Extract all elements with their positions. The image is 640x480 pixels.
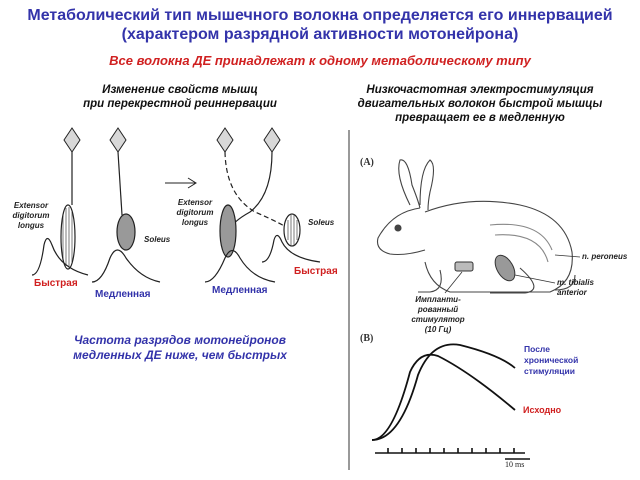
tibialis-label: [557, 278, 594, 298]
rabbit-drawing: [378, 160, 576, 293]
implanted-stimulator: [455, 262, 473, 271]
tibialis-label-line-2: anterior: [557, 288, 587, 297]
peroneus-label: n. peroneus: [582, 252, 628, 261]
edl-label-line-2: digitorum: [12, 211, 50, 220]
after-label-line-2: хронической: [524, 355, 579, 365]
left-note-line-2: медленных ДЕ ниже, чем быстрых: [73, 348, 287, 362]
pointer-tibialis: [515, 275, 555, 283]
edl-label-cross-line-2: digitorum: [176, 208, 214, 217]
muscle-edl-reinnervated: [220, 205, 236, 257]
soleus-label-cross: Soleus: [308, 218, 335, 227]
after-label-line-1: После: [524, 344, 550, 354]
scale-label: 10 ms: [505, 460, 525, 469]
implant-label-line-1: Импланти-: [415, 295, 461, 304]
pointer-implant: [445, 272, 462, 293]
edl-label-line-3: longus: [17, 221, 45, 230]
tibialis-label-line-1: m. tibialis: [557, 278, 594, 287]
right-header-line-3: превращает ее в медленную: [395, 112, 565, 124]
implant-label-line-2: рованный: [417, 305, 459, 314]
left-header-line-2: при перекрестной реиннервации: [83, 98, 277, 110]
edl-label-line-1: Extensor: [13, 201, 49, 210]
axon-slow: [118, 152, 122, 215]
pointer-peroneus: [555, 255, 580, 257]
twitch-slow-cross: [205, 251, 275, 283]
neuron-b-body: [264, 128, 280, 152]
left-note: [30, 333, 330, 363]
after-stimulation-label: [524, 344, 578, 377]
twitch-slow-left: [92, 250, 160, 282]
implant-label-line-3: стимулятор: [411, 315, 465, 324]
neuron-a-body: [217, 128, 233, 152]
edl-label: [8, 201, 54, 231]
fast-label-1: Быстрая: [34, 278, 78, 289]
tibialis-muscle: [491, 252, 519, 284]
title-line-2: (характером разрядной активности мотонейрона): [121, 26, 519, 43]
slow-label-2: Медленная: [212, 285, 268, 296]
edl-label-cross-line-1: Extensor: [177, 198, 213, 207]
panel-a-label: (A): [360, 157, 374, 168]
soleus-label: Soleus: [144, 235, 171, 244]
edl-label-cross-line-3: longus: [181, 218, 209, 227]
neuron-slow-body: [110, 128, 126, 152]
left-note-line-1: Частота разрядов мотонейронов: [73, 333, 286, 347]
twitch-fast-left: [32, 239, 88, 276]
right-header-line-1: Низкочастотная электростимуляция: [366, 84, 594, 96]
slow-label-1: Медленная: [95, 289, 151, 300]
edl-label-cross: [172, 198, 218, 228]
right-header-line-2: двигательных волокон быстрой мышцы: [357, 98, 603, 110]
implant-label-line-4: (10 Гц): [424, 325, 452, 334]
stimulus-train: [375, 448, 525, 453]
muscle-soleus: [117, 214, 135, 250]
title-line-1: Метаболический тип мышечного волокна определяется его иннервацией: [27, 7, 613, 24]
fast-label-2: Быстрая: [294, 266, 338, 277]
cross-axon-b: [230, 152, 272, 230]
implant-label: [404, 295, 472, 335]
curve-before: [372, 355, 515, 440]
before-label: Исходно: [523, 405, 562, 415]
left-header-line-1: Изменение свойств мышц: [102, 84, 258, 96]
page-subtitle: Все волокна ДЕ принадлежат к одному метаболическому типу: [109, 53, 531, 68]
panel-b-label: (B): [360, 333, 374, 344]
neuron-fast-body: [64, 128, 80, 152]
muscle-soleus-reinnervated: [284, 214, 300, 246]
after-label-line-3: стимуляции: [524, 366, 575, 376]
